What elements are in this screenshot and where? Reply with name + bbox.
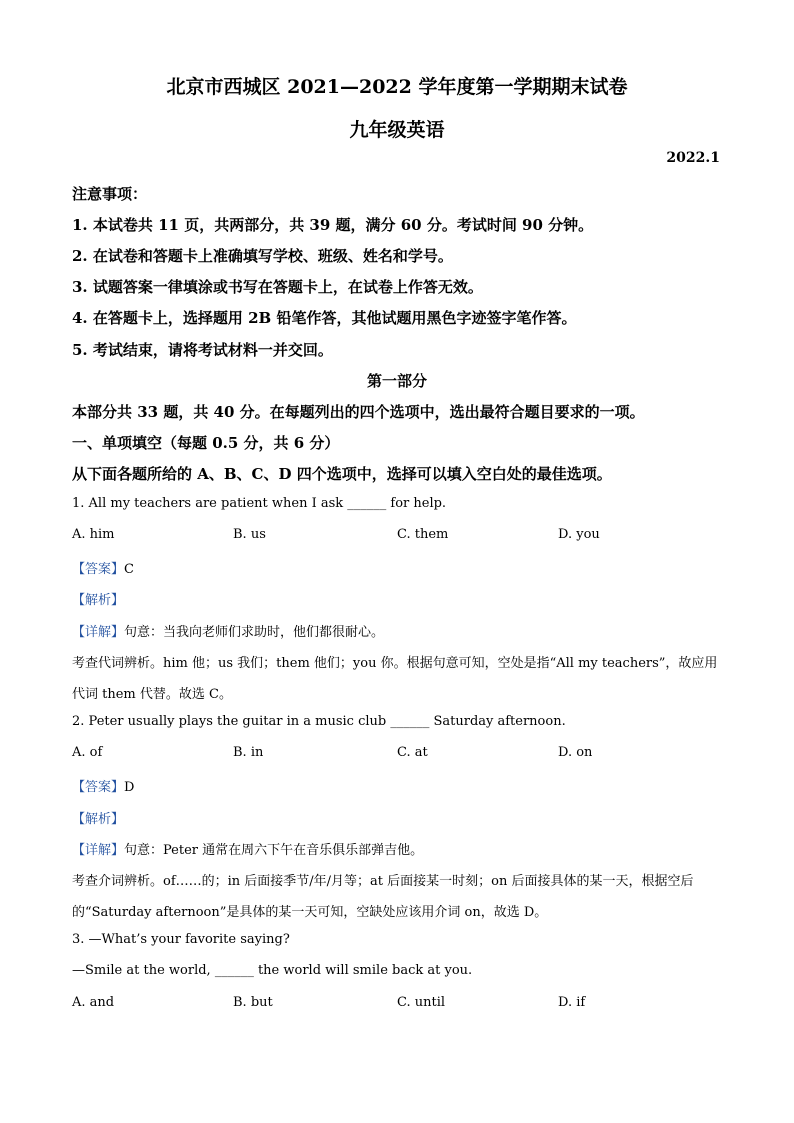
detail-text: 句意：Peter 通常在周六下午在音乐俱乐部弹吉他。 [124, 843, 424, 858]
note-item: 3. 试题答案一律填涂或书写在答题卡上，在试卷上作答无效。 [72, 278, 483, 296]
answer-value: D [124, 780, 135, 795]
analysis-tag: 【解析】 [72, 812, 125, 827]
question-stem: 2. Peter usually plays the guitar in a music club ______ Saturday afternoon. [72, 714, 566, 729]
note-item: 4. 在答题卡上，选择题用 2B 铅笔作答，其他试题用黑色字迹签字笔作答。 [72, 309, 577, 327]
question-stem-line2: —Smile at the world, ______ the world will smile back at you. [72, 963, 473, 978]
exam-subtitle: 九年级英语 [349, 119, 445, 141]
detail-line [72, 839, 423, 858]
option-a: A. and [72, 995, 115, 1010]
exam-title: 北京市西城区 2021—2022 学年度第一学期期末试卷 [166, 76, 628, 98]
detail-label: 【详解】 [72, 843, 125, 858]
option-d: D. if [558, 995, 586, 1010]
answer-value: C [124, 562, 134, 577]
option-b: B. us [233, 527, 266, 542]
note-item: 5. 考试结束，请将考试材料一并交回。 [72, 341, 333, 359]
answer-line [72, 776, 134, 795]
option-b: B. in [233, 745, 264, 760]
explain-line: 代词 them 代替。故选 C。 [72, 687, 232, 702]
detail-text: 句意：当我向老师们求助时，他们都很耐心。 [124, 625, 385, 640]
option-c: C. until [397, 995, 446, 1010]
option-a: A. him [72, 527, 115, 542]
part-heading: 第一部分 [366, 372, 427, 390]
detail-label: 【详解】 [72, 625, 125, 640]
note-item: 2. 在试卷和答题卡上准确填写学校、班级、姓名和学号。 [72, 247, 453, 265]
explain-line: 考查介词辨析。of……的；in 后面接季节/年/月等；at 后面接某一时刻；on 后面接具体的某一天，根据空后 [72, 874, 694, 889]
note-item: 1. 本试卷共 11 页，共两部分，共 39 题，满分 60 分。考试时间 90 分钟。 [72, 216, 594, 234]
answer-label: 【答案】 [72, 562, 125, 577]
analysis-label [72, 808, 124, 827]
section-heading: 一、单项填空（每题 0.5 分，共 6 分） [72, 434, 340, 452]
option-c: C. at [397, 745, 428, 760]
option-a: A. of [72, 745, 103, 760]
analysis-label [72, 589, 124, 608]
notes-heading: 注意事项： [72, 185, 148, 203]
analysis-tag: 【解析】 [72, 593, 125, 608]
explain-line: 的“Saturday afternoon”是具体的某一天可知，空缺处应该用介词 on，故选 D。 [72, 905, 548, 920]
question-stem: 1. All my teachers are patient when I ask ______ for help. [72, 496, 447, 511]
option-d: D. you [558, 527, 600, 542]
option-b: B. but [233, 995, 273, 1010]
explain-line: 考查代词辨析。him 他；us 我们；them 他们；you 你。根据句意可知，空处是指“All my teachers”，故应用 [72, 656, 718, 671]
section-instruction: 从下面各题所给的 A、B、C、D 四个选项中，选择可以填入空白处的最佳选项。 [72, 465, 612, 483]
detail-line [72, 621, 384, 640]
option-c: C. them [397, 527, 449, 542]
answer-label: 【答案】 [72, 780, 125, 795]
part-intro: 本部分共 33 题，共 40 分。在每题列出的四个选项中，选出最符合题目要求的一项。 [72, 403, 645, 421]
answer-line [72, 558, 134, 577]
option-d: D. on [558, 745, 593, 760]
question-stem: 3. —What’s your favorite saying? [72, 932, 290, 947]
exam-date: 2022.1 [666, 150, 720, 166]
